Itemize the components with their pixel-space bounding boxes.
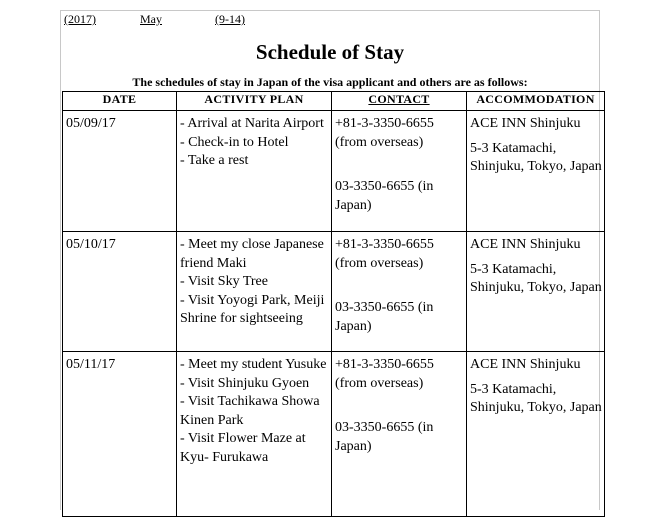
document-title: Schedule of Stay — [255, 40, 405, 64]
table-row — [63, 352, 605, 517]
accommodation-cell — [467, 352, 605, 517]
activity-item: - Visit Flower Maze at Kyu- Furukawa — [180, 431, 310, 465]
table-row — [63, 232, 605, 352]
activity-item: - Visit Yoyogi Park, Meiji Shrine for sightseeing — [180, 292, 328, 326]
contact-overseas: +81-3-3350-6655 (from overseas) — [335, 116, 438, 150]
activity-item: - Visit Tachikawa Showa Kinen Park — [180, 394, 324, 428]
contact-cell — [332, 111, 467, 232]
table-header-row — [63, 92, 605, 111]
header-year: (2017) — [64, 12, 96, 26]
activity-item: - Arrival at Narita Airport — [180, 116, 324, 131]
column-header-accommodation: ACCOMMODATION — [467, 92, 605, 111]
header-range: (9-14) — [215, 12, 245, 26]
accommodation-name: ACE INN Shinjuku — [470, 357, 581, 372]
activity-cell — [177, 111, 332, 232]
contact-cell — [332, 352, 467, 517]
activity-cell — [177, 352, 332, 517]
accommodation-cell — [467, 111, 605, 232]
activity-cell — [177, 232, 332, 352]
column-header-date: DATE — [63, 92, 177, 111]
activity-item: - Meet my close Japanese friend Maki — [180, 237, 328, 271]
column-header-activity: ACTIVITY PLAN — [177, 92, 332, 111]
schedule-table — [62, 91, 605, 517]
contact-japan: 03-3350-6655 (in Japan) — [335, 179, 437, 213]
contact-overseas: +81-3-3350-6655 (from overseas) — [335, 357, 438, 391]
accommodation-address: 5-3 Katamachi, Shinjuku, Tokyo, Japan — [470, 140, 602, 174]
table-row — [63, 111, 605, 232]
column-header-contact: CONTACT — [332, 92, 467, 111]
activity-item: - Take a rest — [180, 153, 249, 168]
date-cell: 05/10/17 — [63, 232, 177, 352]
contact-japan: 03-3350-6655 (in Japan) — [335, 420, 437, 454]
document-subtitle: The schedules of stay in Japan of the visa applicant and others are as follows: — [132, 75, 528, 89]
activity-item: - Meet my student Yusuke — [180, 357, 327, 372]
date-cell: 05/09/17 — [63, 111, 177, 232]
activity-item: - Check-in to Hotel — [180, 134, 289, 150]
activity-item: - Visit Sky Tree — [180, 274, 268, 289]
accommodation-name: ACE INN Shinjuku — [470, 237, 581, 252]
accommodation-address: 5-3 Katamachi, Shinjuku, Tokyo, Japan — [470, 381, 602, 415]
contact-japan: 03-3350-6655 (in Japan) — [335, 300, 437, 334]
header-month: May — [140, 12, 162, 26]
accommodation-address: 5-3 Katamachi, Shinjuku, Tokyo, Japan — [470, 261, 602, 295]
contact-cell — [332, 232, 467, 352]
accommodation-name: ACE INN Shinjuku — [470, 116, 581, 131]
accommodation-cell — [467, 232, 605, 352]
date-cell: 05/11/17 — [63, 352, 177, 517]
contact-overseas: +81-3-3350-6655 (from overseas) — [335, 237, 438, 271]
activity-item: - Visit Shinjuku Gyoen — [180, 375, 310, 391]
